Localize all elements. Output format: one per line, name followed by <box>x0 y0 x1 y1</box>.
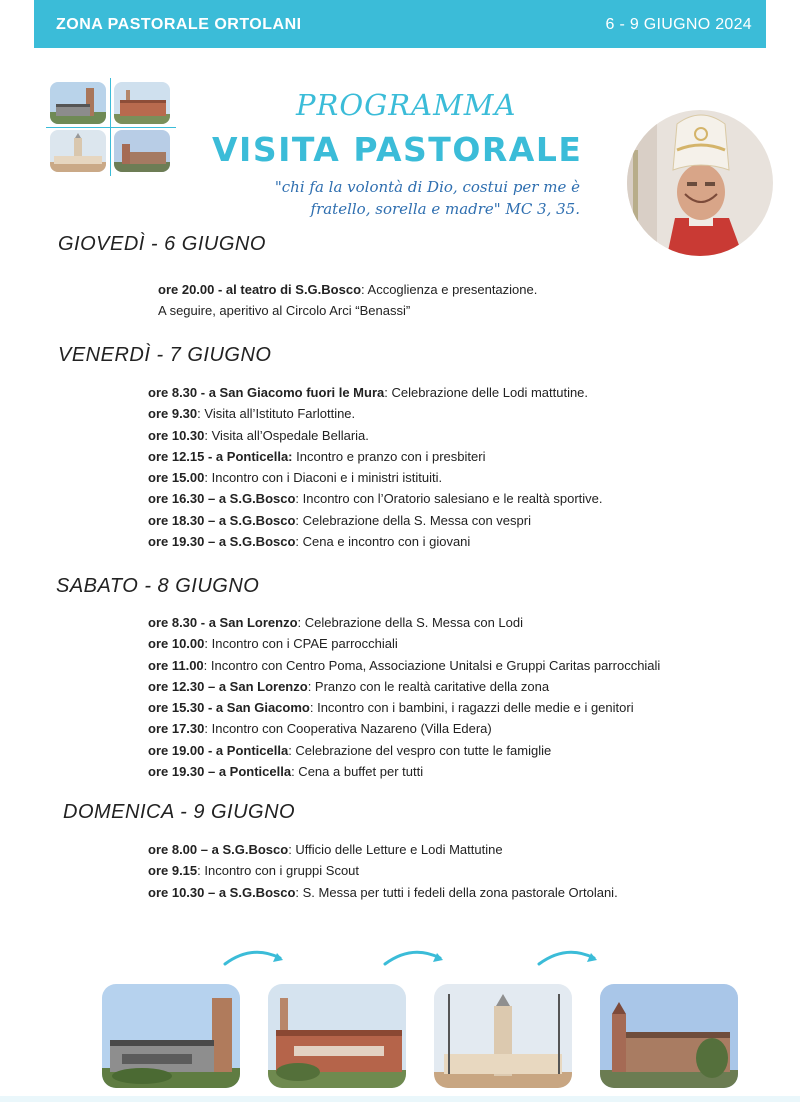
bishop-portrait <box>627 110 773 256</box>
event-item: ore 18.30 – a S.G.Bosco: Celebrazione della S. Messa con vespri <box>148 512 531 528</box>
title-visita-pastorale: VISITA PASTORALE <box>212 130 583 169</box>
event-list-giovedi <box>158 279 537 322</box>
church-photo-san-giacomo <box>114 130 170 172</box>
event-item: ore 10.30 – a S.G.Bosco: S. Messa per tutti i fedeli della zona pastorale Ortolani. <box>148 884 618 900</box>
event-item: ore 15.00: Incontro con i Diaconi e i ministri istituiti. <box>148 470 443 486</box>
header-bar <box>34 0 766 48</box>
event-item: ore 8.00 – a S.G.Bosco: Ufficio delle Letture e Lodi Mattutine <box>148 842 503 857</box>
arrow-right-icon <box>536 946 600 968</box>
event-item: ore 9.15: Incontro con i gruppi Scout <box>148 863 360 879</box>
event-item: A seguire, aperitivo al Circolo Arci “Benassi” <box>158 303 411 319</box>
event-item: ore 8.30 - a San Giacomo fuori le Mura: Celebrazione delle Lodi mattutine. <box>148 385 589 400</box>
day-heading-venerdi: VENERDÌ - 7 GIUGNO <box>58 344 272 366</box>
event-item: ore 9.30: Visita all’Istituto Farlottine. <box>148 406 356 422</box>
day-heading-sabato: SABATO - 8 GIUGNO <box>56 575 260 597</box>
event-item: ore 16.30 – a S.G.Bosco: Incontro con l’Oratorio salesiano e le realtà sportive. <box>148 491 603 507</box>
event-item: ore 12.15 - a Ponticella: Incontro e pranzo con i presbiteri <box>148 448 486 464</box>
arrow-right-icon <box>382 946 446 968</box>
event-item: ore 19.30 – a Ponticella: Cena a buffet per tutti <box>148 764 424 780</box>
quote-line-1: "chi fa la volontà di Dio, costui per me è <box>274 178 580 196</box>
church-photo-san-giovanni-bosco-large <box>102 984 240 1088</box>
event-list-domenica <box>148 839 618 903</box>
quote-line-2: fratello, sorella e madre" MC 3, 35. <box>310 200 580 218</box>
church-photo-san-lorenzo-large <box>268 984 406 1088</box>
zone-title: ZONA PASTORALE ORTOLANI <box>56 16 302 33</box>
event-item: ore 15.30 - a San Giacomo: Incontro con i bambini, i ragazzi delle medie e i genitori <box>148 700 634 716</box>
day-heading-domenica: DOMENICA - 9 GIUGNO <box>63 801 296 823</box>
event-item: ore 10.30: Visita all’Ospedale Bellaria. <box>148 427 369 443</box>
event-item: ore 11.00: Incontro con Centro Poma, Associazione Unitalsi e Gruppi Caritas parrocchiali <box>148 657 661 673</box>
church-photo-ponticella <box>50 130 106 172</box>
arrow-right-icon <box>222 946 286 968</box>
event-item: ore 17.30: Incontro con Cooperativa Nazareno (Villa Edera) <box>148 721 492 737</box>
church-photo-mosaic <box>50 82 172 174</box>
event-list-sabato <box>148 612 660 782</box>
church-photo-san-lorenzo <box>114 82 170 124</box>
title-programma: PROGRAMMA <box>296 88 517 122</box>
church-photo-san-giovanni-bosco <box>50 82 106 124</box>
event-item: ore 12.30 – a San Lorenzo: Pranzo con le realtà caritative della zona <box>148 678 550 694</box>
event-item: ore 20.00 - al teatro di S.G.Bosco: Accoglienza e presentazione. <box>158 282 538 297</box>
event-dates: 6 - 9 GIUGNO 2024 <box>605 16 752 33</box>
event-item: ore 19.30 – a S.G.Bosco: Cena e incontro con i giovani <box>148 534 471 550</box>
gospel-quote <box>236 176 580 220</box>
church-photo-san-giacomo-large <box>600 984 738 1088</box>
church-photo-ponticella-large <box>434 984 572 1088</box>
event-list-venerdi <box>148 382 603 552</box>
day-heading-giovedi: GIOVEDÌ - 6 GIUGNO <box>58 233 266 255</box>
event-item: ore 19.00 - a Ponticella: Celebrazione del vespro con tutte le famiglie <box>148 742 552 758</box>
event-item: ore 10.00: Incontro con i CPAE parrocchiali <box>148 636 398 652</box>
event-item: ore 8.30 - a San Lorenzo: Celebrazione della S. Messa con Lodi <box>148 615 524 630</box>
